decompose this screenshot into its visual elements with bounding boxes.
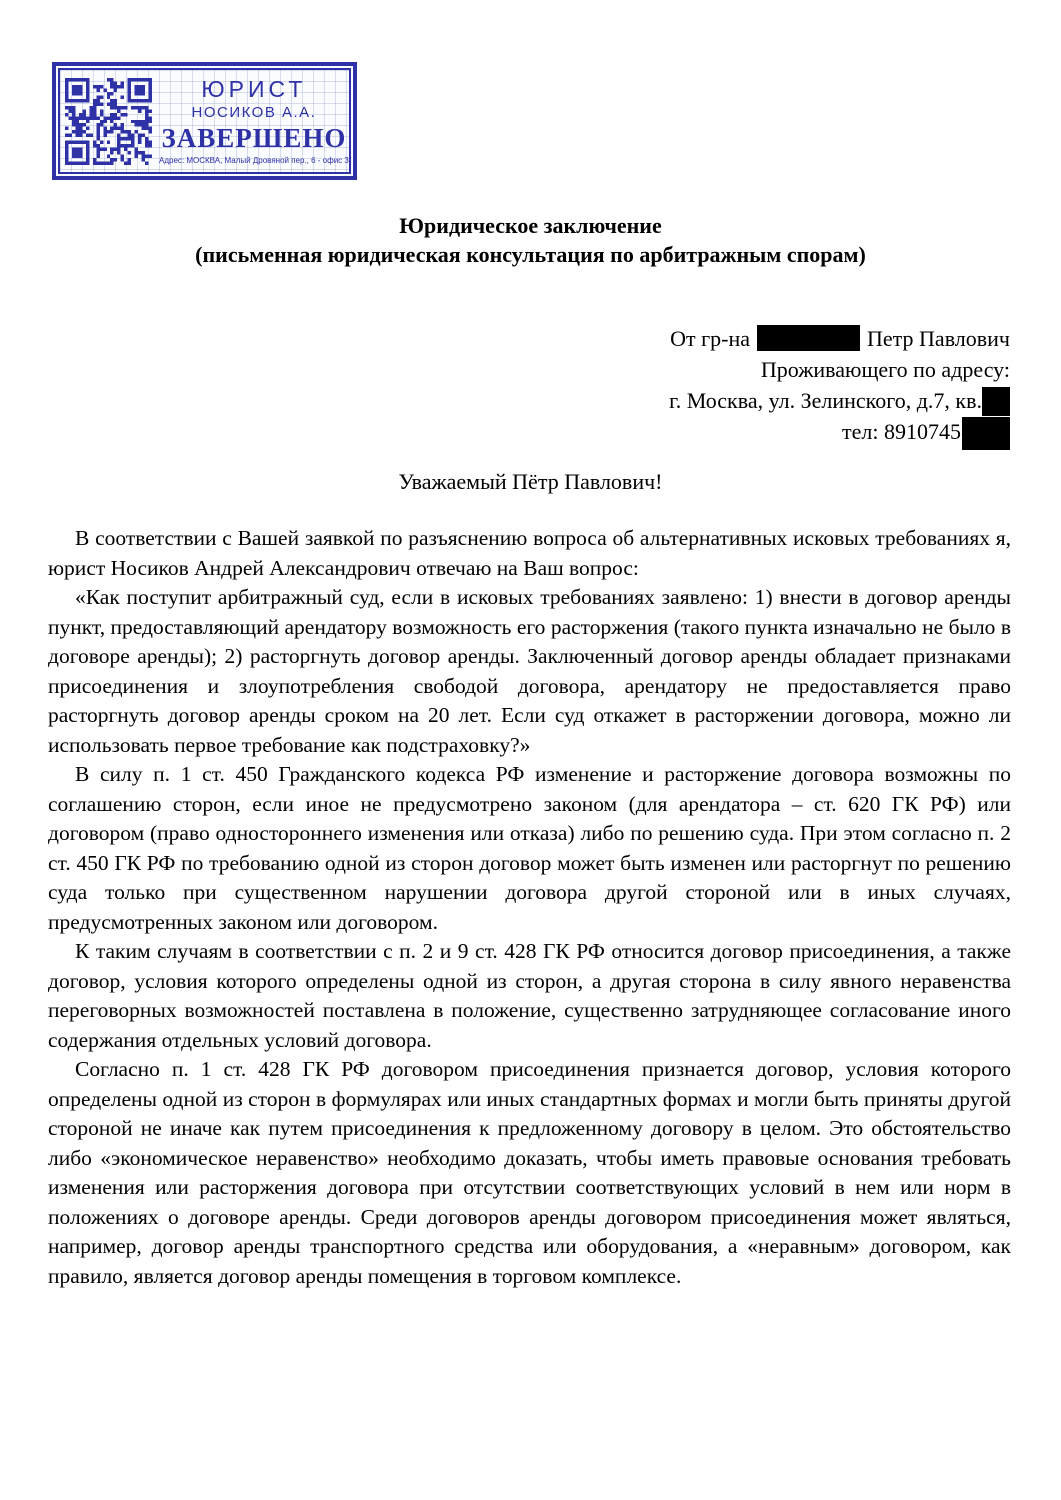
- recipient-block: [669, 323, 1010, 450]
- stamp-address-line: Адрес: МОСКВА, Малый Дровяной пер., 6 - офис 3: [159, 155, 349, 165]
- recipient-address: г. Москва, ул. Зелинского, д.7, кв.: [669, 388, 982, 413]
- paragraph: В силу п. 1 ст. 450 Гражданского кодекса РФ изменение и расторжение договора возможны по соглашению сторон, если иное не предусмотрено законом (для арендатора – ст. 620 ГК РФ) или договором (право одностороннего изменения или отказа) либо по решению суда. При этом согласно п. 2 ст. 450 ГК РФ по требованию одной из сторон договор может быть изменен или расторгнут по решению суда только при существенном нарушении договора другой стороной или в иных случаях, предусмотренных законом или договором.: [48, 762, 1011, 934]
- document-body: [48, 524, 1011, 1291]
- recipient-name-line: [669, 323, 1010, 354]
- stamp-text-block: [159, 75, 349, 165]
- document-title: [0, 211, 1061, 269]
- paragraph: Согласно п. 1 ст. 428 ГК РФ договором присоединения признается договор, условия которого определены одной из сторон в формулярах или иных стандартных формах и могли быть приняты другой стороной не иначе как путем присоединения к предложенному договору в целом. Это обстоятельство либо «экономическое неравенство» необходимо доказать, чтобы иметь правовые основания требовать изменения или расторжения договора при отсутствии соответствующих условий в нем или норм в положениях о договоре аренды. Среди договоров аренды договором присоединения может являться, например, договор аренды транспортного средства или оборудования, а «неравным» договором, как правило, является договор аренды помещения в торговом комплексе.: [48, 1057, 1011, 1288]
- paragraph: К таким случаям в соответствии с п. 2 и 9 ст. 428 ГК РФ относится договор присоединения, а также договор, условия которого определены одной из сторон, а другая сторона в силу явного неравенства переговорных возможностей поставлена в положение, существенно затрудняющее согласование иного содержания отдельных условий договора.: [48, 939, 1011, 1052]
- recipient-name: Петр Павлович: [867, 326, 1010, 351]
- redaction-box: [982, 387, 1010, 416]
- recipient-prefix: От гр-на: [670, 326, 750, 351]
- document-title-line2: (письменная юридическая консультация по арбитражным спорам): [195, 242, 866, 267]
- recipient-phone: тел: 8910745: [842, 419, 961, 444]
- lawyer-stamp: [52, 62, 357, 180]
- stamp-lawyer-name: НОСИКОВ А.А.: [191, 103, 317, 121]
- recipient-address-label: Проживающего по адресу:: [760, 357, 1010, 382]
- stamp-profession-label: ЮРИСТ: [201, 75, 307, 102]
- salutation: Уважаемый Пётр Павлович!: [398, 469, 663, 494]
- qr-code-icon: [65, 78, 152, 165]
- redaction-box: [757, 325, 860, 351]
- paragraph: В соответствии с Вашей заявкой по разъяснению вопроса об альтернативных исковых требованиях я, юрист Носиков Андрей Александрович отвечаю на Ваш вопрос:: [48, 526, 1011, 580]
- recipient-phone-line: [669, 416, 1010, 450]
- stamp-status-label: ЗАВЕРШЕНО: [161, 122, 347, 153]
- document-title-line1: Юридическое заключение: [399, 213, 662, 238]
- recipient-address-line: [669, 385, 1010, 416]
- lawyer-stamp-inner: [58, 68, 351, 174]
- redaction-box: [962, 417, 1010, 450]
- paragraph: «Как поступит арбитражный суд, если в исковых требованиях заявлено: 1) внести в договор аренды пункт, предоставляющий арендатору возможность его расторжения (такого пункта изначально не было в договоре аренды); 2) расторгнуть договор аренды. Заключенный договор аренды обладает признаками присоединения и злоупотребления свободой договора, арендатору не предоставляется право расторгнуть договор аренды сроком на 20 лет. Если суд откажет в расторжении договора, можно ли использовать первое требование как подстраховку?»: [48, 585, 1011, 757]
